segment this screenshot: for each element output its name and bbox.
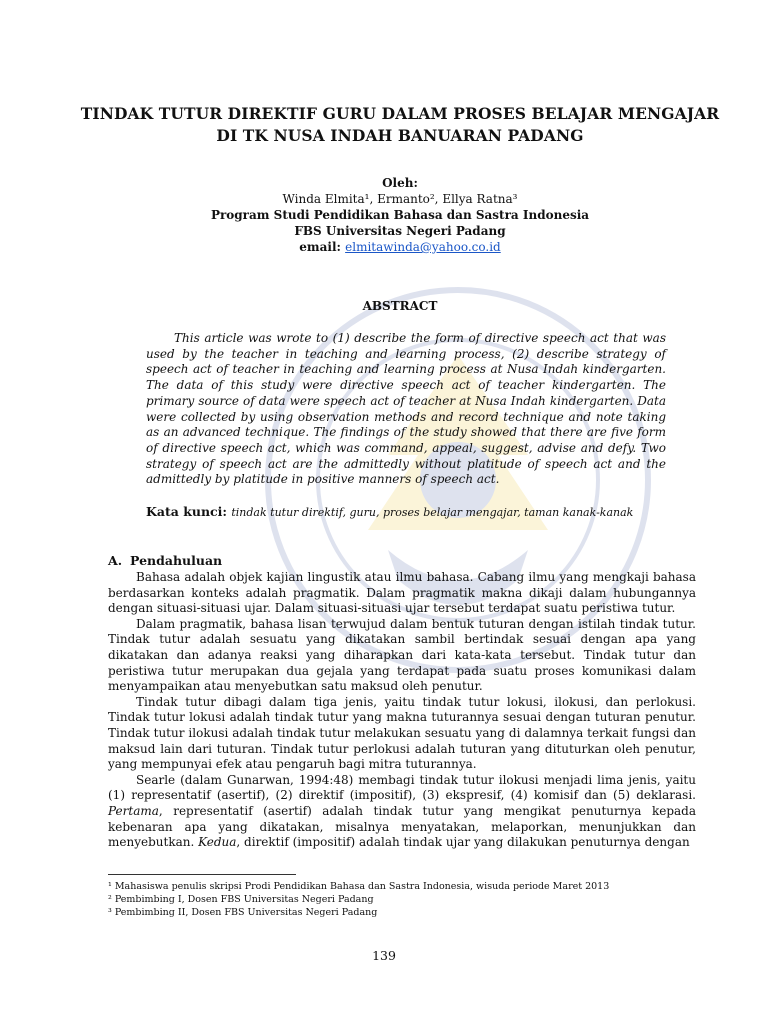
- section-number: A.: [108, 553, 123, 568]
- email-link[interactable]: elmitawinda@yahoo.co.id: [345, 240, 501, 254]
- footnote-1: ¹ Mahasiswa penulis skripsi Prodi Pendidikan Bahasa dan Sastra Indonesia, wisuda periode Maret 2013: [108, 881, 610, 892]
- p4-kedua: Kedua: [198, 835, 237, 850]
- abstract-heading: ABSTRACT: [362, 299, 438, 313]
- author-program: Program Studi Pendidikan Bahasa dan Sastra Indonesia: [210, 208, 590, 222]
- abstract-text: This article was wrote to (1) describe the form of directive speech act that was used by the teacher in teaching and learning process, (2) describe strategy of speech act of teacher in teaching and learning process at Nusa Indah kindergarten. The data of this study were directive speech act of teacher kindergarten. The primary source of data were speech act of teacher at Nusa Indah kindergarten. Data were collected by using observation methods and record technique and note taking as an advanced technique. The findings of the study showed that there are five form of directive speech act, which was command, appeal, suggest, advise and defy. Two strategy of speech act are the admittedly without platitude of speech act and the admittedly by platitude in positive manners of speech act.: [146, 331, 666, 487]
- keywords-value: tindak tutur direktif, guru, proses belajar mengajar, taman kanak-kanak: [231, 506, 634, 519]
- paragraph-4: [108, 773, 696, 851]
- section-heading: [108, 553, 696, 568]
- by-label: Oleh:: [382, 176, 418, 190]
- p4-pertama: Pertama: [108, 803, 159, 818]
- keywords-line: [146, 504, 686, 519]
- email-line: [60, 239, 740, 255]
- paragraph-2: Dalam pragmatik, bahasa lisan terwujud dalam bentuk tuturan dengan istilah tindak tutur. Tindak tutur adalah sesuatu yang dikatakan sambil bertindak sesuai dengan apa yang dikatakan dan adanya reaksi yang diharapkan dari kata-kata tersebut. Tindak tutur dan peristiwa tutur merupakan dua gejala yang terdapat pada suatu proses komunikasi dalam menyampaikan atau menyebutkan satu maksud oleh penutur.: [108, 616, 696, 694]
- p4-part-a: Searle (dalam Gunarwan, 1994:48) membagi tindak tutur ilokusi menjadi lima jenis, yaitu (1) representatif (asertif), (2) direktif (impositif), (3) ekspresif, (4) komisif dan (5) deklarasi.: [108, 772, 696, 803]
- section-introduction: [108, 553, 696, 851]
- title-line-1: TINDAK TUTUR DIREKTIF GURU DALAM PROSES BELAJAR MENGAJAR: [80, 104, 720, 123]
- footnote-divider: [108, 874, 296, 875]
- p4-part-e: , direktif (impositif) adalah tindak ujar yang dilakukan penuturnya dengan: [236, 835, 690, 850]
- author-faculty: FBS Universitas Negeri Padang: [294, 224, 506, 238]
- section-title: Pendahuluan: [130, 553, 223, 568]
- keywords-label: Kata kunci: [146, 504, 223, 519]
- title-line-2: DI TK NUSA INDAH BANUARAN PADANG: [216, 126, 584, 145]
- footnote-2: ² Pembimbing I, Dosen FBS Universitas Negeri Padang: [108, 894, 374, 905]
- email-label: email:: [299, 240, 341, 254]
- paper-title: [60, 103, 740, 147]
- page-number: 139: [372, 948, 396, 963]
- author-names: Winda Elmita¹, Ermanto², Ellya Ratna³: [282, 192, 518, 206]
- p4-part-c: , representatif (asertif) adalah tindak tutur yang mengikat penuturnya kepada kebenaran apa yang dikatakan, misalnya menyatakan, melaporkan, menunjukkan dan menyebutkan.: [108, 803, 696, 850]
- footnote-3: ³ Pembimbing II, Dosen FBS Universitas Negeri Padang: [108, 907, 378, 918]
- paragraph-3: Tindak tutur dibagi dalam tiga jenis, yaitu tindak tutur lokusi, ilokusi, dan perlokusi. Tindak tutur lokusi adalah tindak tutur yang makna tuturannya sesuai dengan tuturan penutur. Tindak tutur ilokusi adalah tindak tutur melakukan sesuatu yang di dalamnya terkait fungsi dan maksud lain dari tuturan. Tindak tutur perlokusi adalah tuturan yang dituturkan oleh penutur, yang mempunyai efek atau pengaruh bagi mitra tuturannya.: [108, 694, 696, 772]
- keywords-colon: :: [222, 504, 232, 519]
- footnotes: [108, 880, 708, 919]
- paragraph-1: Bahasa adalah objek kajian lingustik atau ilmu bahasa. Cabang ilmu yang mengkaji bahasa berdasarkan konteks adalah pragmatik. Dalam pragmatik makna dikaji dalam hubungannya dengan situasi-situasi ujar. Dalam situasi-situasi ujar tersebut terdapat suatu peristiwa tutur.: [108, 570, 696, 616]
- author-block: [60, 175, 740, 255]
